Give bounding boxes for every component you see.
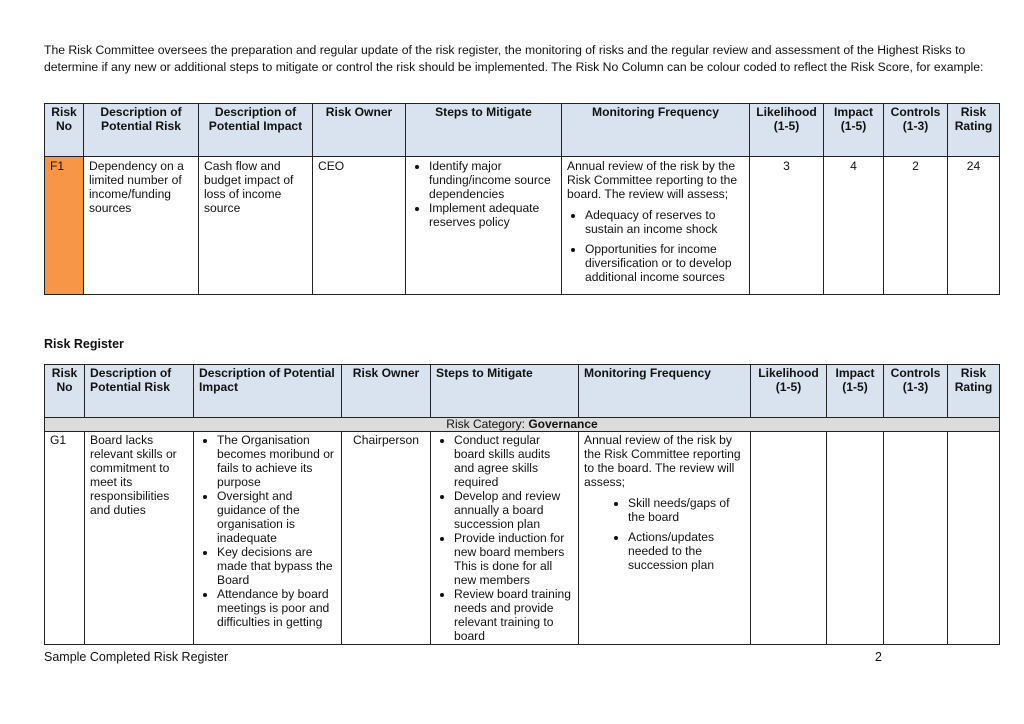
category-name: Governance bbox=[528, 417, 598, 431]
list-item: • Actions/updates needed to the succession plan bbox=[628, 530, 745, 572]
table-header-row bbox=[45, 104, 1000, 157]
example-risk-table bbox=[44, 103, 1000, 295]
table-row bbox=[45, 157, 1000, 295]
header-monitoring: Monitoring Frequency bbox=[562, 104, 750, 157]
list-item: • Oversight and guidance of the organisation is inadequate bbox=[217, 489, 336, 545]
category-prefix: Risk Category: bbox=[446, 417, 529, 431]
header-controls: Controls (1-3) bbox=[884, 104, 948, 157]
list-item: • Develop and review annually a board succession plan bbox=[454, 489, 573, 531]
header-risk-no: Risk No bbox=[45, 104, 84, 157]
list-item: • Identify major funding/income source dependencies bbox=[429, 159, 556, 201]
risk-owner-cell: Chairperson bbox=[342, 432, 431, 645]
page-number: 2 bbox=[875, 650, 882, 664]
header-risk-owner: Risk Owner bbox=[313, 104, 406, 157]
category-cell bbox=[45, 418, 1000, 432]
likelihood-cell bbox=[751, 432, 827, 645]
list-item: • Provide induction for new board members This is done for all new members bbox=[454, 531, 573, 587]
list-item: • Conduct regular board skills audits and agree skills required bbox=[454, 433, 573, 489]
description-impact-cell: Cash flow and budget impact of loss of income source bbox=[199, 157, 313, 295]
impact-cell bbox=[827, 432, 884, 645]
header-steps: Steps to Mitigate bbox=[431, 365, 579, 418]
header-rating: Risk Rating bbox=[948, 365, 1000, 418]
list-item: • Attendance by board meetings is poor and difficulties in getting bbox=[217, 587, 336, 629]
header-steps: Steps to Mitigate bbox=[406, 104, 562, 157]
risk-no-cell: F1 bbox=[45, 157, 84, 295]
monitoring-cell bbox=[579, 432, 751, 645]
impact-cell: 4 bbox=[824, 157, 884, 295]
header-likelihood: Likelihood (1-5) bbox=[750, 104, 824, 157]
list-item: • Opportunities for income diversification or to develop additional income sources bbox=[585, 242, 744, 284]
table-header-row bbox=[45, 365, 1000, 418]
rating-cell: 24 bbox=[948, 157, 1000, 295]
table-row bbox=[45, 432, 1000, 645]
header-rating: Risk Rating bbox=[948, 104, 1000, 157]
footer-title: Sample Completed Risk Register bbox=[44, 650, 229, 664]
list-item: • Key decisions are made that bypass the Board bbox=[217, 545, 336, 587]
intro-paragraph: The Risk Committee oversees the preparation and regular update of the risk register, the monitoring of risks and the regular review and assessment of the Highest Risks to determine if any new or additional steps to mitigate or control the risk should be implemented. The Risk No Column can be colour coded to reflect the Risk Score, for example: bbox=[44, 43, 984, 74]
monitoring-intro: Annual review of the risk by the Risk Committee reporting to the board. The review will assess; bbox=[584, 433, 741, 489]
likelihood-cell: 3 bbox=[750, 157, 824, 295]
list-item: • The Organisation becomes moribund or fails to achieve its purpose bbox=[217, 433, 336, 489]
header-description-impact: Description of Potential Impact bbox=[194, 365, 342, 418]
rating-cell bbox=[948, 432, 1000, 645]
controls-cell: 2 bbox=[884, 157, 948, 295]
list-item: • Skill needs/gaps of the board bbox=[628, 496, 745, 524]
risk-register-table bbox=[44, 364, 1000, 645]
controls-cell bbox=[884, 432, 948, 645]
impacts-cell bbox=[194, 432, 342, 645]
header-impact: Impact (1-5) bbox=[827, 365, 884, 418]
risk-owner-cell: CEO bbox=[313, 157, 406, 295]
description-risk-cell: Dependency on a limited number of income/funding sources bbox=[84, 157, 199, 295]
description-risk-cell: Board lacks relevant skills or commitment to meet its responsibilities and duties bbox=[85, 432, 194, 645]
steps-cell bbox=[406, 157, 562, 295]
header-description-risk: Description of Potential Risk bbox=[84, 104, 199, 157]
list-item: • Adequacy of reserves to sustain an income shock bbox=[585, 208, 744, 236]
monitoring-cell bbox=[562, 157, 750, 295]
header-impact: Impact (1-5) bbox=[824, 104, 884, 157]
monitoring-intro: Annual review of the risk by the Risk Committee reporting to the board. The review will assess; bbox=[567, 159, 738, 201]
header-likelihood: Likelihood (1-5) bbox=[751, 365, 827, 418]
list-item: • Review board training needs and provide relevant training to board bbox=[454, 587, 573, 643]
header-monitoring: Monitoring Frequency bbox=[579, 365, 751, 418]
category-row bbox=[45, 418, 1000, 432]
list-item: • Implement adequate reserves policy bbox=[429, 201, 556, 229]
steps-cell bbox=[431, 432, 579, 645]
header-controls: Controls (1-3) bbox=[884, 365, 948, 418]
header-description-impact: Description of Potential Impact bbox=[199, 104, 313, 157]
header-description-risk: Description of Potential Risk bbox=[85, 365, 194, 418]
header-risk-no: Risk No bbox=[45, 365, 85, 418]
risk-no-cell: G1 bbox=[45, 432, 85, 645]
header-risk-owner: Risk Owner bbox=[342, 365, 431, 418]
register-heading: Risk Register bbox=[44, 337, 124, 351]
